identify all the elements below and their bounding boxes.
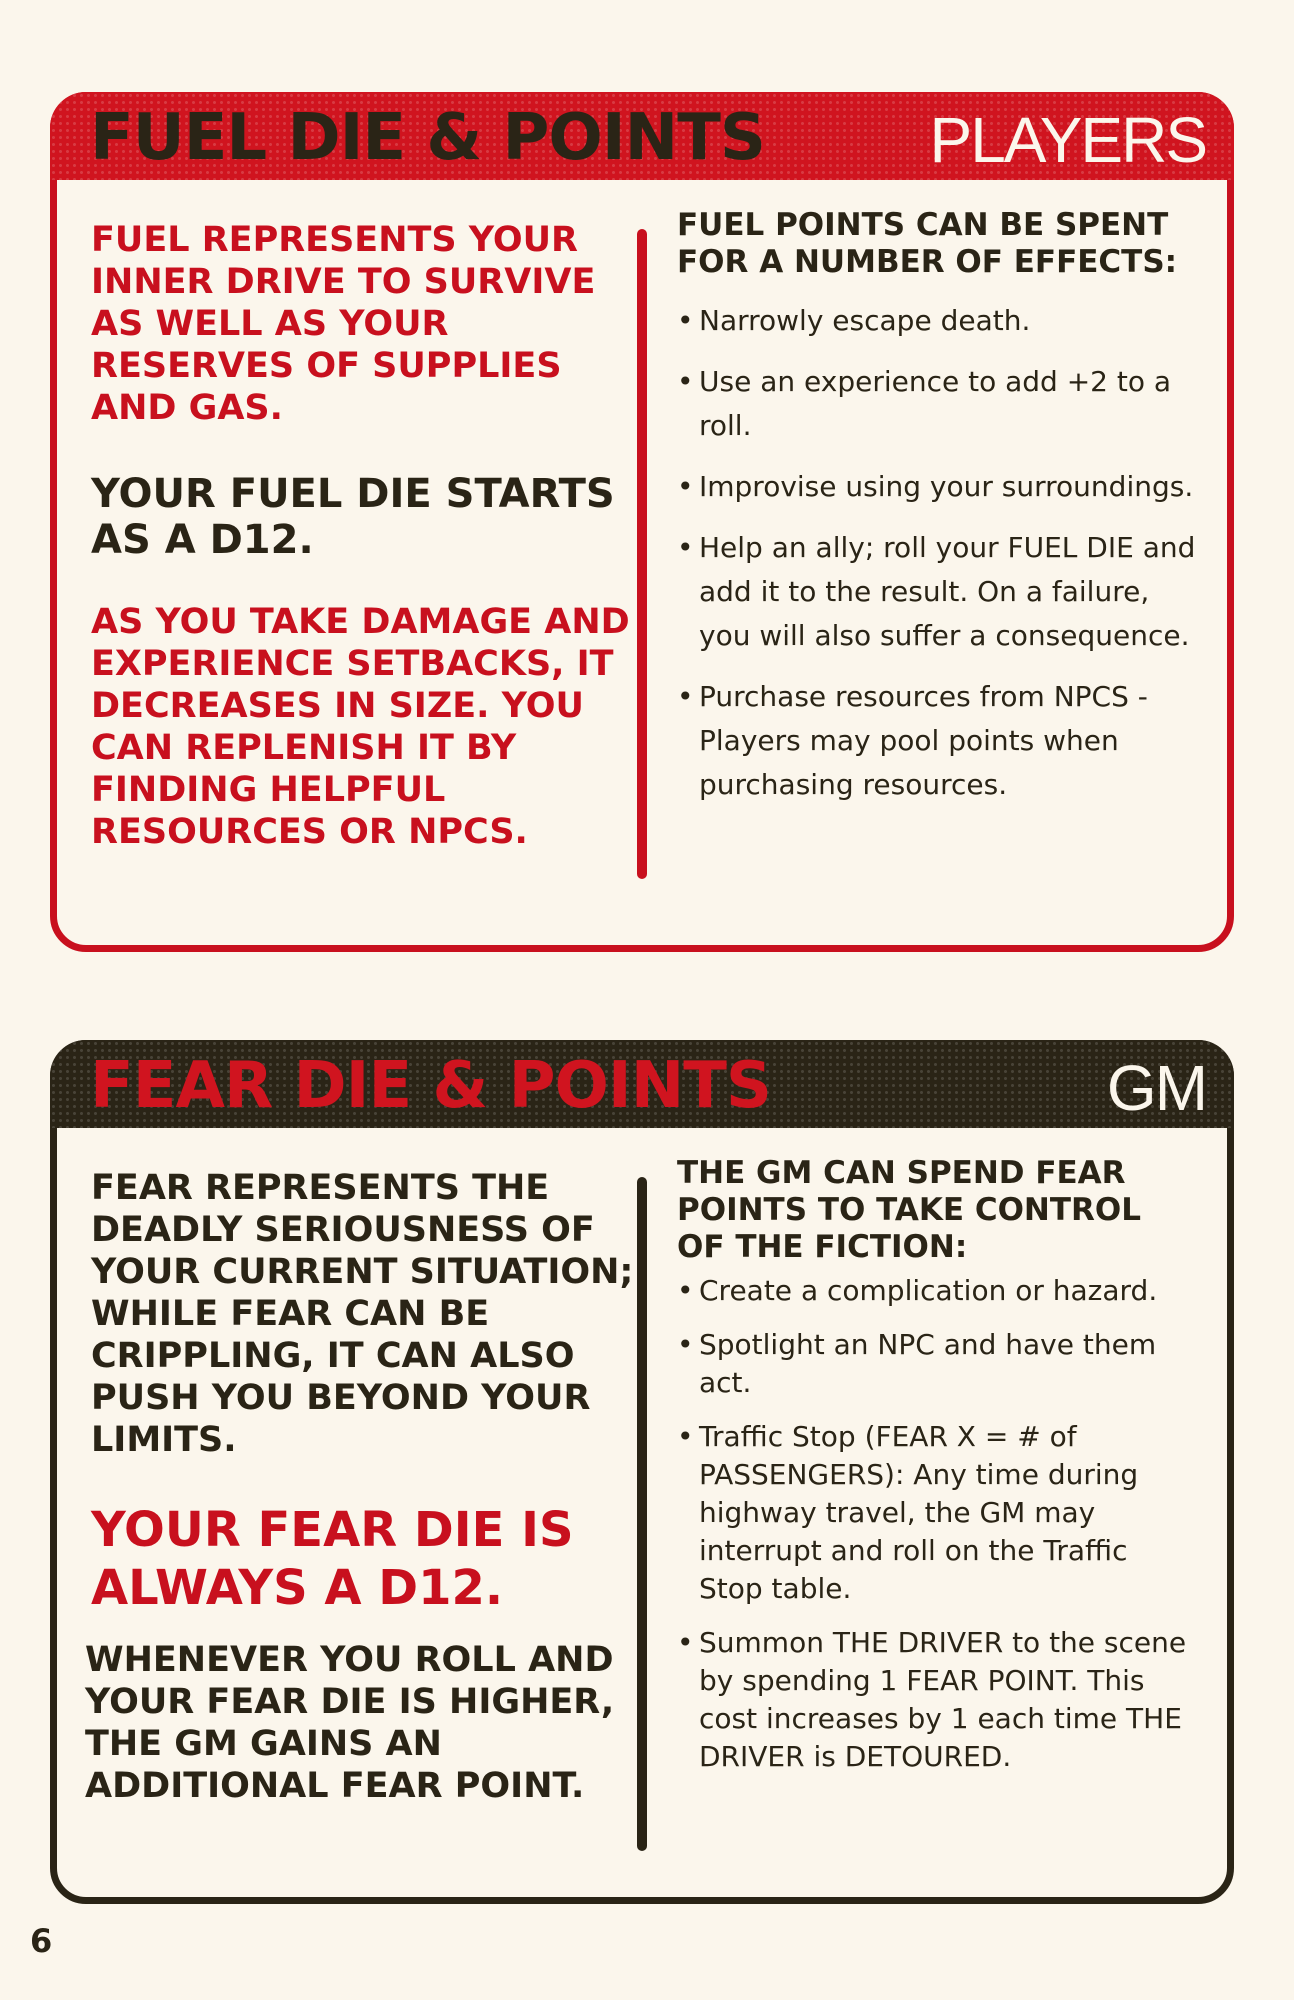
fear-spend-heading: THE GM CAN SPEND FEAR POINTS TO TAKE CONTROL OF THE FICTION: [677, 1155, 1142, 1265]
fear-intro-text: FEAR REPRESENTS THE DEADLY SERIOUSNESS OF YOUR CURRENT SITUATION; WHILE FEAR CAN BE CRIPPLING, IT CAN ALSO PUSH YOU BEYOND YOUR LIMITS. [91, 1168, 634, 1460]
fear-left-column [85, 1167, 651, 1807]
list-item: • Spotlight an NPC and have them act. [677, 1326, 1197, 1402]
fear-die-panel [50, 1040, 1234, 1904]
list-item: • Traffic Stop (FEAR X = # of PASSENGERS): Any time during highway travel, the GM may interrupt and roll on the Traffic Stop table. [677, 1418, 1197, 1608]
list-item: • Summon THE DRIVER to the scene by spending 1 FEAR POINT. This cost increases by 1 each time THE DRIVER is DETOURED. [677, 1624, 1197, 1776]
fuel-section-title: FUEL DIE & POINTS [90, 101, 765, 175]
fuel-die-panel [50, 92, 1234, 952]
fear-roll-rule-text: WHENEVER YOU ROLL AND YOUR FEAR DIE IS HIGHER, THE GM GAINS AN ADDITIONAL FEAR POINT. [85, 1640, 615, 1806]
fear-section-title: FEAR DIE & POINTS [90, 1049, 771, 1123]
list-item: • Use an experience to add +2 to a roll. [677, 360, 1197, 448]
fear-audience-label: GM [1106, 1052, 1206, 1124]
fuel-section-banner [50, 92, 1234, 180]
list-item: • Improvise using your surroundings. [677, 465, 1197, 509]
fuel-damage-text: AS YOU TAKE DAMAGE AND EXPERIENCE SETBACKS, IT DECREASES IN SIZE. YOU CAN REPLENISH IT BY FINDING HELPFUL RESOURCES OR NPCS. [91, 602, 630, 852]
list-item: • Help an ally; roll your FUEL DIE and add it to the result. On a failure, you will also suffer a consequence. [677, 526, 1197, 658]
fuel-effects-heading: FUEL POINTS CAN BE SPENT FOR A NUMBER OF EFFECTS: [677, 207, 1178, 280]
fuel-right-column [677, 207, 1197, 824]
fear-column-divider [637, 1177, 647, 1851]
fuel-starting-die-text: YOUR FUEL DIE STARTS AS A D12. [91, 471, 615, 563]
fuel-audience-label: PLAYERS [929, 104, 1206, 176]
fear-options-list [677, 1272, 1197, 1776]
fear-section-banner [50, 1040, 1234, 1128]
list-item: • Purchase resources from NPCS - Players may pool points when purchasing resources. [677, 675, 1197, 807]
fear-die-rule-text: YOUR FEAR DIE IS ALWAYS A D12. [91, 1502, 574, 1616]
page-number: 6 [30, 1922, 53, 1960]
fear-right-column [677, 1155, 1197, 1792]
fuel-effects-list [677, 299, 1197, 807]
fuel-left-column [91, 219, 651, 853]
list-item: • Narrowly escape death. [677, 299, 1197, 343]
fuel-column-divider [637, 229, 647, 879]
fuel-intro-text: FUEL REPRESENTS YOUR INNER DRIVE TO SURVIVE AS WELL AS YOUR RESERVES OF SUPPLIES AND GAS. [91, 220, 596, 428]
list-item: • Create a complication or hazard. [677, 1272, 1197, 1310]
